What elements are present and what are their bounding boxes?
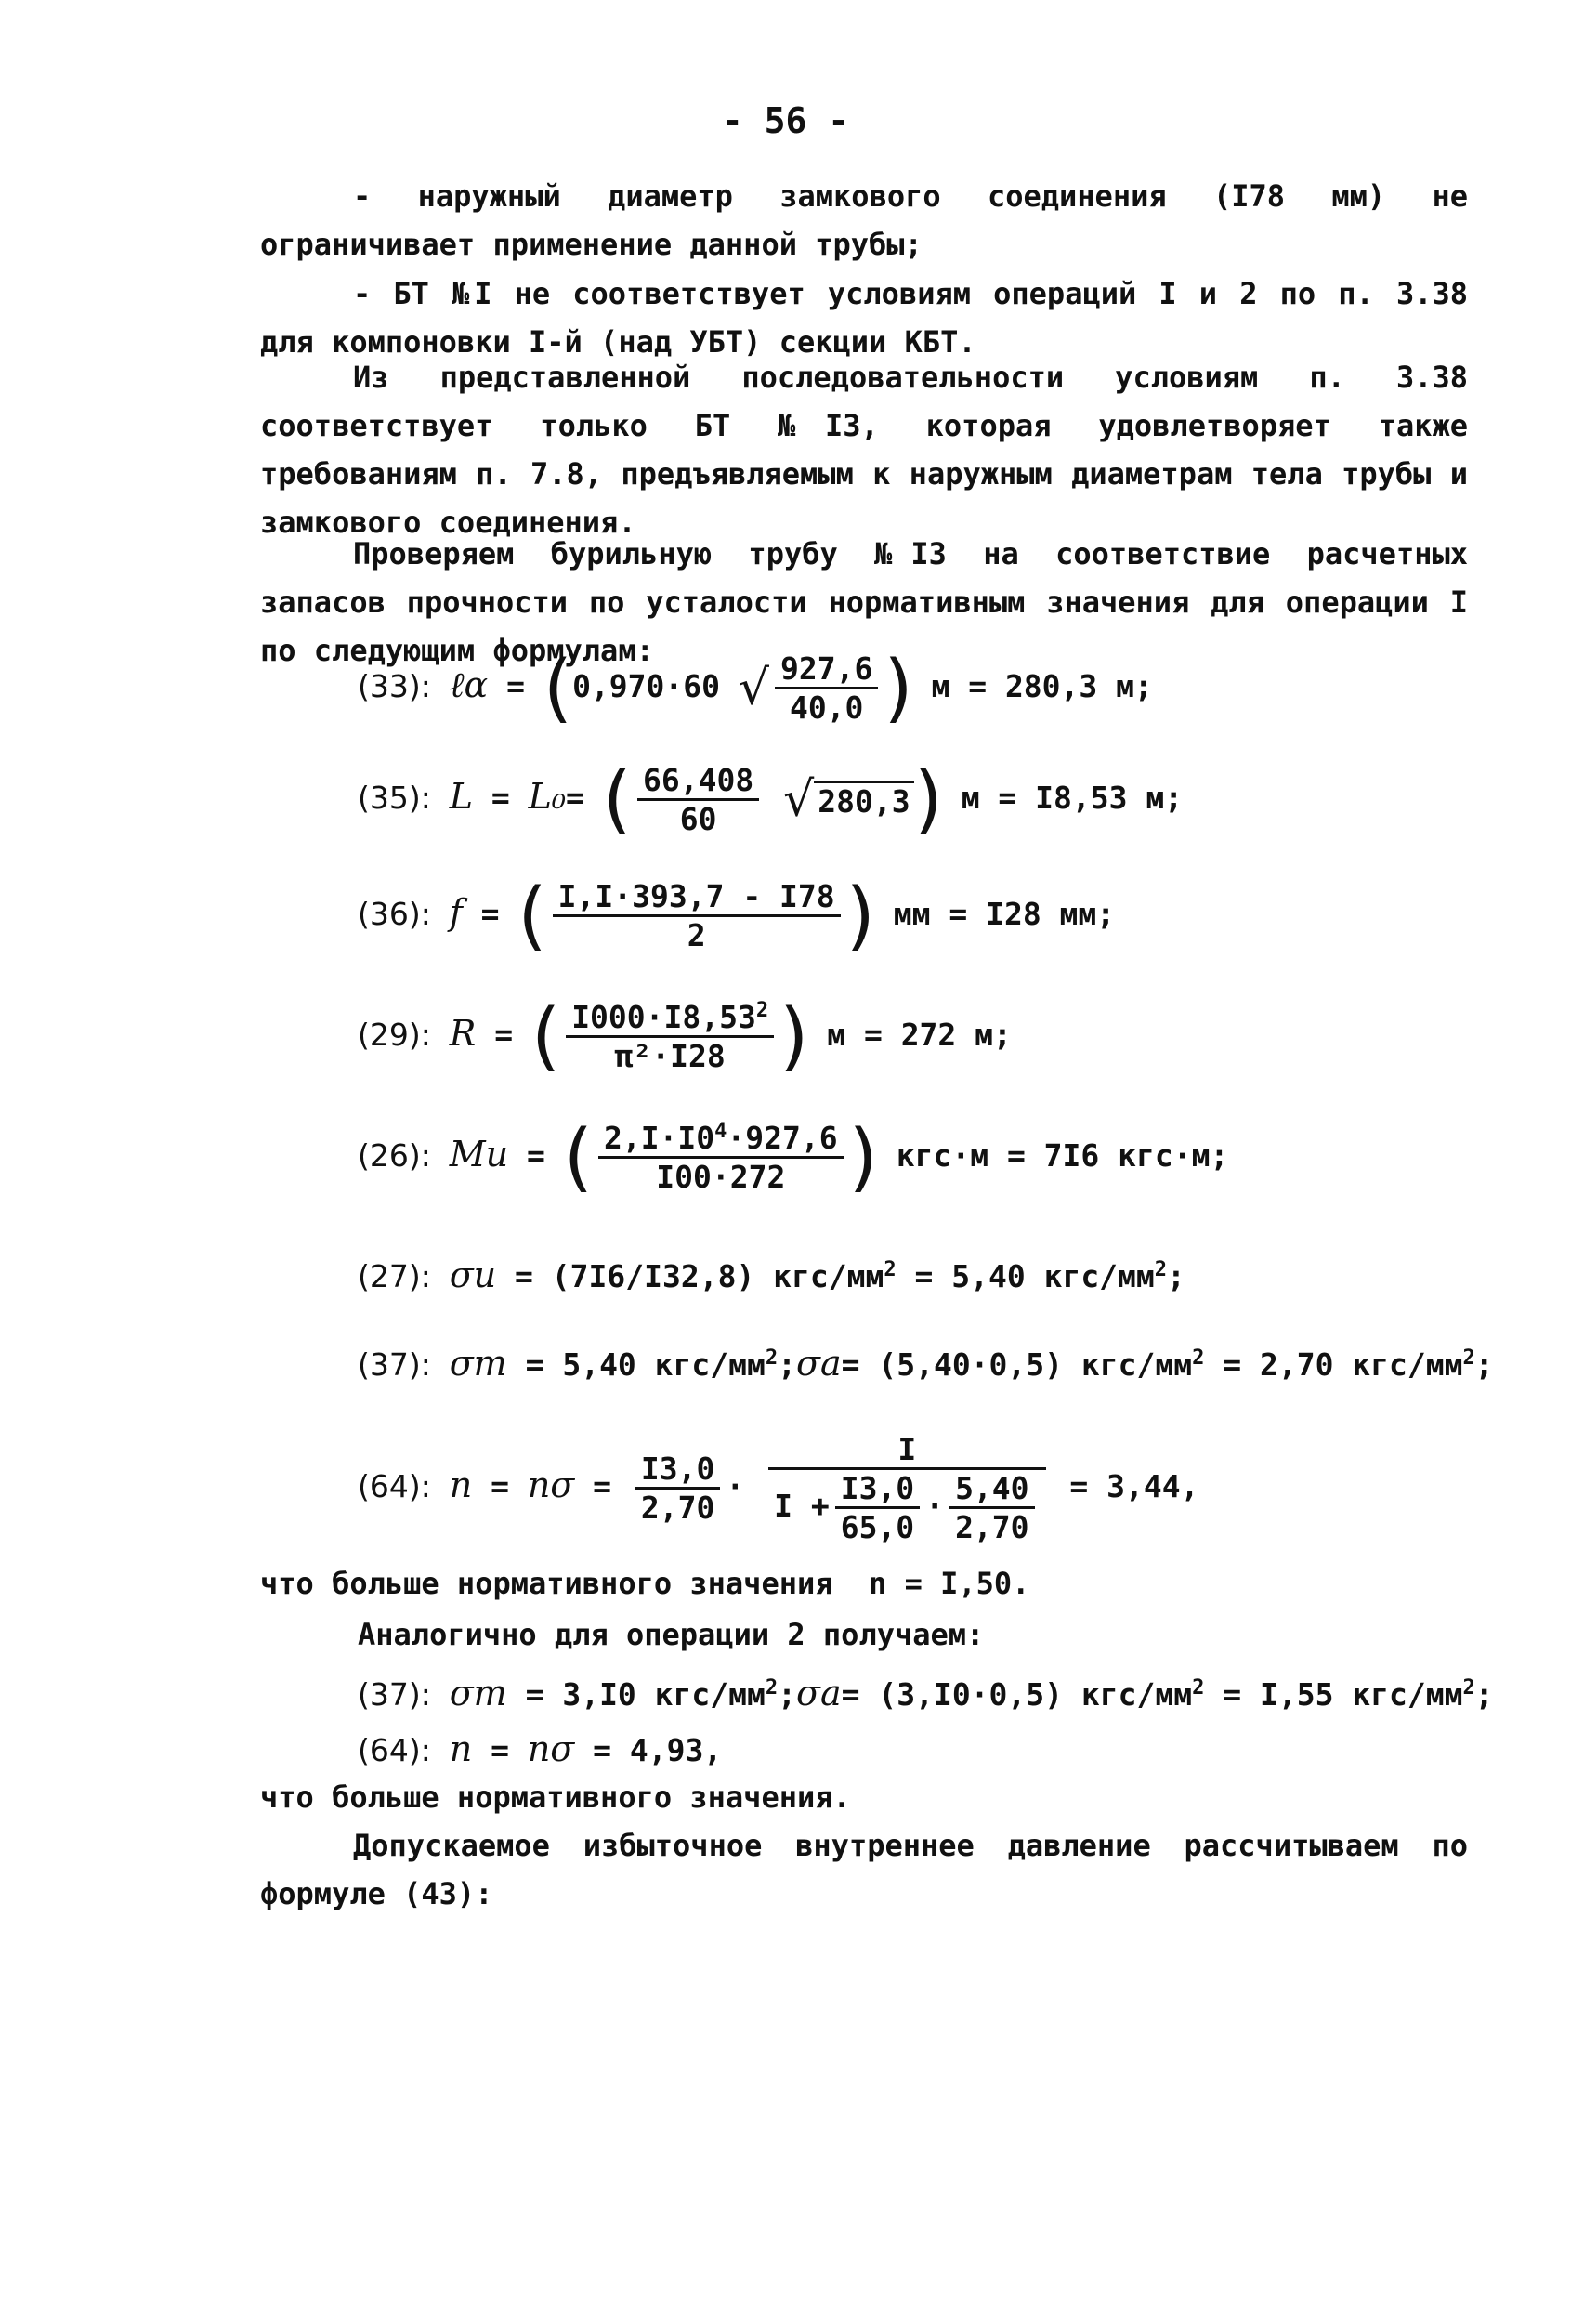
fraction: $\frac{2,I\cdot I0^4\cdot 927,6}{I00\cdot 272}$ <box>598 1120 844 1195</box>
formula-35: (35): L = L₀= ( $\frac{66,408}{60}$ √ 280,3) м = I8,53 м; <box>358 755 1184 843</box>
paragraph-formula-43: Допускаемое избыточное внутреннее давление рассчитываем по формуле (43): <box>260 1828 1468 1911</box>
fraction: $\frac{I,I\cdot 393,7 - I78}{2}$ <box>553 878 841 953</box>
fraction: $\frac{66,408}{60}$ <box>637 762 759 837</box>
page-number: - 56 - <box>721 100 850 141</box>
formula-27: (27): σи = (7I6/I32,8) кгс/$мм^2 = 5,40$ кгс/$мм^2$; <box>358 1254 1185 1295</box>
conclusion-line-1: что больше нормативного значения n = I,50. <box>260 1566 1030 1601</box>
paragraph-4: Проверяем бурильную трубу №I3 на соответствие расчетных запасов прочности по усталости нормативным значения для операции I по следующим формулам: <box>260 536 1468 668</box>
formula-26: (26): Mи = ( $\frac{2,I\cdot I0^4\cdot 927,6}{I00\cdot 272}$ ) кгс·м = 7I6 кгс·м; <box>358 1113 1229 1201</box>
formula-64-operation-2: (64): n = nσ = 4,93, <box>358 1728 723 1769</box>
fraction: $\frac{I3,0}{2,70}$ <box>635 1451 720 1526</box>
formula-64-operation-1: (64): n = nσ = $\frac{I3,0}{2,70}$ · I I + $\frac{I3,0}{65,0}$ · $\frac{5,40}{2,70}$ = 3,44, <box>358 1431 1199 1545</box>
paragraph-1: - наружный диаметр замкового соединения (I78 мм) не ограничивает применение данной трубы; <box>260 178 1468 262</box>
conclusion-line-2: что больше нормативного значения. <box>260 1779 851 1815</box>
formula-37-operation-2: (37): σm = 3,I0 кгс/$мм^2;\sigma a= (3,I0\cdot 0,5) кгс/мм^2 = I,55$ кгс/$мм^2$; <box>358 1673 1494 1713</box>
paragraph-2: - БТ №I не соответствует условиям операций I и 2 по п. 3.38 для компоновки I-й (над УБТ) секции КБТ. <box>260 276 1468 360</box>
formula-37-operation-1: (37): σm = 5,40 кгс/$мм^2;\sigma a= (5,40\cdot 0,5) кгс/мм^2 = 2,70$ кгс/$мм^2$; <box>358 1343 1494 1384</box>
fraction: $\frac{I000\cdot I8,53^2}{\text{π²·I28}}$ <box>566 999 774 1074</box>
paragraph-operation-2: Аналогично для операции 2 получаем: <box>358 1617 985 1652</box>
formula-36: (36): f = ( $\frac{I,I\cdot 393,7 - I78}{2}$ ) мм = I28 мм; <box>358 872 1116 959</box>
formula-33: (33): ℓα = (0,970·60 √ $\frac{927,6}{40,0}$ ) м = 280,3 м; <box>358 644 1153 731</box>
fraction: I I + $\frac{I3,0}{65,0}$ · $\frac{5,40}{2,70}$ <box>768 1431 1045 1545</box>
formula-29: (29): R = ( $\frac{I000\cdot I8,53^2}{\text{π²·I28}}$ ) м = 272 м; <box>358 992 1012 1080</box>
paragraph-3: Из представленной последовательности условиям п. 3.38 соответствует только БТ №I3, которая удовлетворяет также требованиям п. 7.8, предъявляемым к наружным диаметрам тела трубы и замкового соединения. <box>260 360 1468 540</box>
fraction: $\frac{927,6}{40,0}$ <box>775 650 878 726</box>
